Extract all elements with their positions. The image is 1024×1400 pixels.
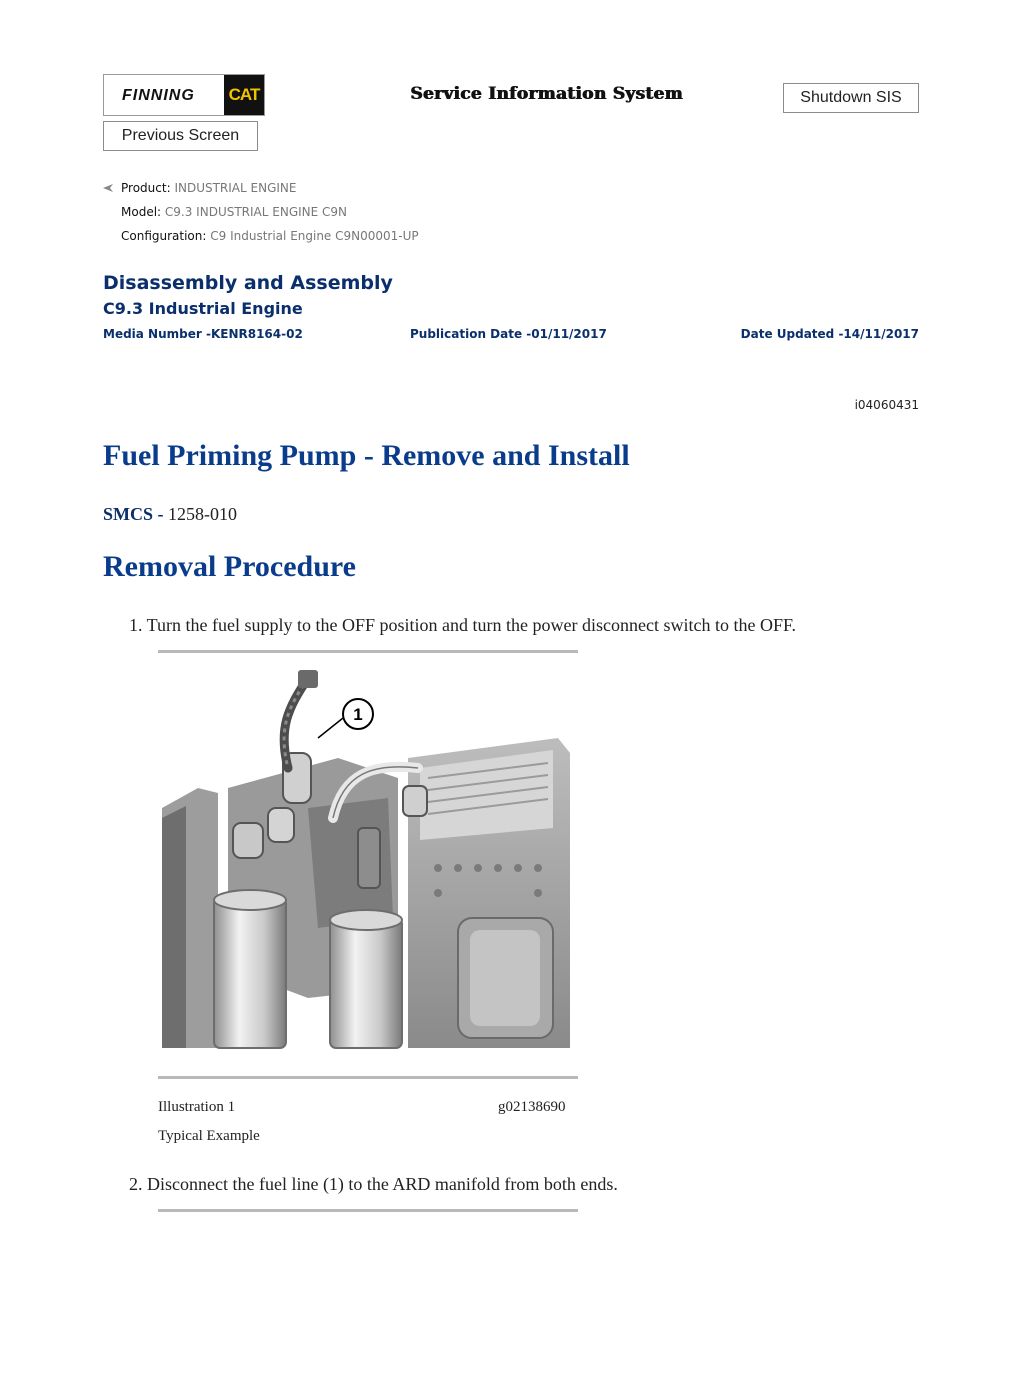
date-updated: Date Updated -14/11/2017 xyxy=(740,327,919,341)
publication-date: Publication Date -01/11/2017 xyxy=(410,327,607,341)
step-1: 1. Turn the fuel supply to the OFF position and turn the power disconnect switch to the OFF. xyxy=(129,615,797,635)
cat-logo-text: CAT xyxy=(224,75,264,115)
smcs-label: SMCS - xyxy=(103,504,164,524)
model-value: C9.3 INDUSTRIAL ENGINE C9N xyxy=(164,205,348,219)
next-illustration-rule xyxy=(158,1209,578,1212)
smcs-value: 1258-010 xyxy=(168,504,238,524)
page-title: Fuel Priming Pump - Remove and Install xyxy=(103,439,630,472)
shutdown-sis-button[interactable]: Shutdown SIS xyxy=(783,83,919,113)
section-title: Disassembly and Assembly xyxy=(103,272,393,294)
product-label: Product: xyxy=(121,181,171,195)
smcs-code xyxy=(103,504,237,525)
illustration-caption: Typical Example xyxy=(158,1128,260,1144)
removal-heading: Removal Procedure xyxy=(103,550,356,583)
illustration-label: Illustration 1 xyxy=(158,1099,236,1115)
app-title: Service Information System xyxy=(410,84,683,104)
illustration-top-rule xyxy=(158,650,578,653)
fuel-filter-illustration xyxy=(158,668,578,1063)
illustration-code: g02138690 xyxy=(498,1099,566,1115)
callout-1: 1 xyxy=(353,705,363,724)
engine-title: C9.3 Industrial Engine xyxy=(103,299,303,318)
configuration-row xyxy=(121,229,419,243)
product-bullet-icon xyxy=(102,183,114,196)
previous-screen-button[interactable]: Previous Screen xyxy=(103,121,258,151)
document-id: i04060431 xyxy=(854,398,919,412)
configuration-value: C9 Industrial Engine C9N00001-UP xyxy=(210,229,419,243)
step-2: 2. Disconnect the fuel line (1) to the ARD manifold from both ends. xyxy=(129,1174,618,1194)
finning-cat-logo xyxy=(103,74,265,116)
model-row xyxy=(121,205,347,219)
product-row xyxy=(121,181,296,195)
product-value: INDUSTRIAL ENGINE xyxy=(174,181,297,195)
media-number: Media Number -KENR8164-02 xyxy=(103,327,303,341)
configuration-label: Configuration: xyxy=(121,229,207,243)
model-label: Model: xyxy=(121,205,162,219)
finning-logo-text: FINNING xyxy=(122,87,195,104)
illustration-bottom-rule xyxy=(158,1076,578,1079)
